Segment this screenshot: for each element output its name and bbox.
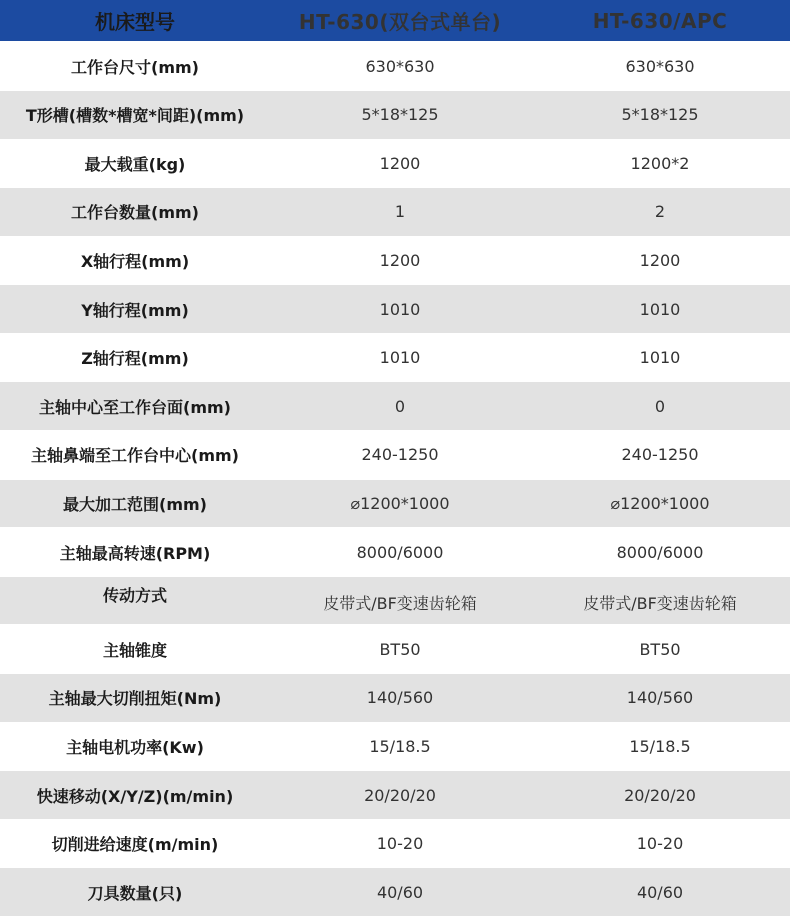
row-value-b: 1200 <box>639 250 681 270</box>
table-row <box>0 430 790 479</box>
table-row <box>0 90 790 139</box>
header-model-b: HT-630/APC <box>592 8 728 33</box>
row-value-a: 皮带式/BF变速齿轮箱 <box>323 593 477 613</box>
row-value-b: 630*630 <box>625 56 695 76</box>
row-value-a: 1200 <box>379 250 421 270</box>
row-value-a: 8000/6000 <box>356 542 444 562</box>
row-label: 快速移动(X/Y/Z)(m/min) <box>36 786 234 806</box>
row-value-a: 5*18*125 <box>361 105 439 125</box>
table-row <box>0 576 790 625</box>
row-value-a: 40/60 <box>376 882 424 902</box>
row-value-b: BT50 <box>639 639 681 659</box>
row-label: Y轴行程(mm) <box>81 300 189 320</box>
row-value-b: 20/20/20 <box>624 785 696 805</box>
row-value-b: ⌀1200*1000 <box>610 493 710 513</box>
row-label: 切削进给速度(m/min) <box>51 835 219 855</box>
row-value-a: 1 <box>394 202 406 222</box>
row-value-a: 15/18.5 <box>369 736 431 756</box>
row-value-b: 2 <box>654 202 666 222</box>
row-value-b: 140/560 <box>626 688 694 708</box>
row-value-b: 40/60 <box>636 882 684 902</box>
table-row <box>0 527 790 576</box>
table-row <box>0 187 790 236</box>
row-label: 主轴中心至工作台面(mm) <box>39 397 231 417</box>
row-value-a: 10-20 <box>376 834 424 854</box>
row-value-a: 1200 <box>379 153 421 173</box>
header-label: 机床型号 <box>95 10 175 35</box>
row-value-b: 15/18.5 <box>629 736 691 756</box>
table-row <box>0 624 790 673</box>
table-row <box>0 673 790 722</box>
row-value-a: 20/20/20 <box>364 785 436 805</box>
row-value-b: 240-1250 <box>621 445 699 465</box>
row-label: 刀具数量(只) <box>87 883 183 903</box>
row-label: 工作台数量(mm) <box>71 203 199 223</box>
row-label: 主轴锥度 <box>102 640 167 660</box>
row-label: 传动方式 <box>102 585 167 605</box>
row-label: 主轴电机功率(Kw) <box>66 737 204 757</box>
table-row <box>0 41 790 90</box>
table-row <box>0 284 790 333</box>
table-row <box>0 722 790 771</box>
table-row <box>0 139 790 188</box>
row-value-a: BT50 <box>379 639 421 659</box>
table-row <box>0 819 790 868</box>
row-value-a: ⌀1200*1000 <box>350 493 450 513</box>
row-value-b: 皮带式/BF变速齿轮箱 <box>583 593 737 613</box>
row-value-b: 1200*2 <box>630 153 690 173</box>
row-label: 主轴最高转速(RPM) <box>59 543 211 563</box>
row-value-a: 0 <box>394 396 406 416</box>
table-row <box>0 867 790 916</box>
table-row <box>0 381 790 430</box>
row-label: 主轴鼻端至工作台中心(mm) <box>31 446 239 466</box>
row-label: 主轴最大切削扭矩(Nm) <box>48 689 222 709</box>
row-label: Z轴行程(mm) <box>81 349 189 369</box>
row-label: 工作台尺寸(mm) <box>71 57 199 77</box>
row-value-a: 140/560 <box>366 688 434 708</box>
row-label: T形槽(槽数*槽宽*间距)(mm) <box>25 106 245 126</box>
row-value-a: 240-1250 <box>361 445 439 465</box>
table-row <box>0 236 790 285</box>
table-header <box>0 0 790 41</box>
table-row <box>0 333 790 382</box>
row-value-a: 630*630 <box>365 56 435 76</box>
row-value-b: 1010 <box>639 299 681 319</box>
row-value-b: 10-20 <box>636 834 684 854</box>
row-value-a: 1010 <box>379 299 421 319</box>
row-value-b: 0 <box>654 396 666 416</box>
table-body <box>0 41 790 916</box>
row-value-a: 1010 <box>379 348 421 368</box>
table-row <box>0 479 790 528</box>
row-value-b: 1010 <box>639 348 681 368</box>
row-label: X轴行程(mm) <box>80 251 190 271</box>
row-label: 最大载重(kg) <box>84 154 186 174</box>
row-label: 最大加工范围(mm) <box>63 494 207 514</box>
header-model-a: HT-630(双台式单台) <box>298 10 502 35</box>
table-row <box>0 770 790 819</box>
row-value-b: 8000/6000 <box>616 542 704 562</box>
row-value-b: 5*18*125 <box>621 105 699 125</box>
